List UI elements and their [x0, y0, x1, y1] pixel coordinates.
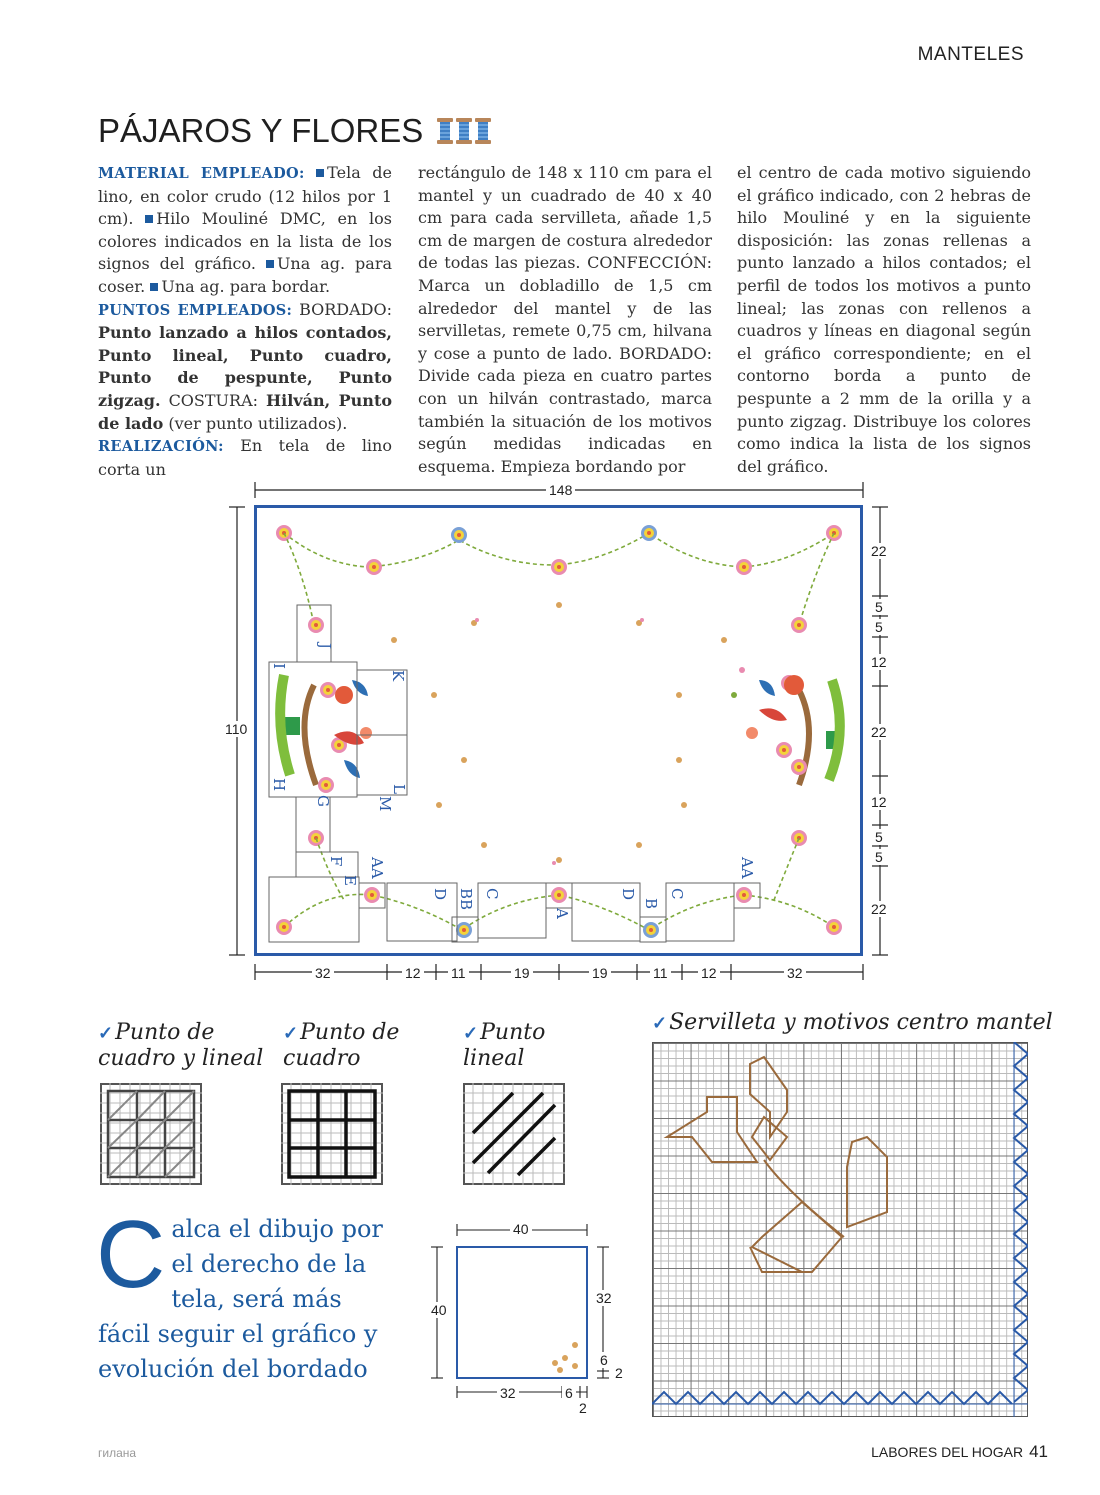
dim-right: 5: [872, 829, 886, 845]
napkin-chart-motif: [652, 1042, 1028, 1417]
napkin-dim-top: 40: [510, 1221, 532, 1237]
dim-bottom: 12: [698, 965, 720, 981]
tip-box: [96, 1201, 398, 1387]
stitch-caption-3: [463, 1020, 545, 1071]
page-footer: [871, 1442, 1048, 1462]
embroidery-motifs: [254, 505, 863, 956]
puntos-list: Punto lanzado a hilos contados, Punto lineal, Punto cuadro, Punto de pespunte, Punto zigzag.: [98, 323, 392, 410]
caption-line: Servilleta y motivos centro mantel: [669, 1010, 1053, 1035]
pattern-letter: M: [376, 796, 394, 812]
pattern-letter: D: [431, 888, 449, 901]
stitch-caption-1: [98, 1020, 263, 1071]
napkin-dim-bottom: 2: [576, 1400, 590, 1416]
caption-line: Punto de: [300, 1020, 400, 1045]
dim-bottom: 11: [650, 965, 671, 981]
pattern-letter: F: [327, 856, 345, 867]
caption-line: cuadro: [283, 1046, 361, 1071]
dim-right: 22: [868, 724, 890, 740]
puntos-label: PUNTOS EMPLEADOS:: [98, 301, 293, 319]
material-item: Hilo Mouliné DMC, en los colores indicados en la lista de los signos del gráfico.: [98, 209, 392, 274]
material-item: Tela de lino, en color crudo (12 hilos por 1 cm).: [98, 163, 392, 229]
caption-line: cuadro y lineal: [98, 1046, 264, 1071]
dim-height: 110: [222, 721, 250, 737]
napkin-chart-caption: [652, 1010, 1053, 1036]
caption-line: lineal: [463, 1046, 525, 1071]
pattern-letter: I: [270, 663, 288, 669]
stitch-diagram-cuadro-lineal: [100, 1083, 202, 1185]
caption-line: Punto de: [115, 1020, 215, 1045]
tip-text: alca el dibujo por el derecho de la tela, será más fácil seguir el gráfico y evolución del bordado: [98, 1215, 383, 1383]
stitch-caption-2: [283, 1020, 399, 1071]
realizacion-label: REALIZACIÓN:: [98, 438, 224, 456]
text-column-2: rectángulo de 148 x 110 cm para el mantel y un cuadrado de 40 x 40 cm para cada servilleta, añade 1,5 cm de margen de costura alrededor de todas las piezas. CONFECCIÓN: Marca un dobladillo de 1,5 cm alrededor del mantel y de las servilletas, remete 0,75 cm, hilvana y cose a punto de lado. BORDADO: Divide cada pieza en cuatro partes con un hilván contrastado, marca también la situación de los motivos según medidas indicadas en esquema. Empieza bordando por: [418, 163, 712, 476]
dim-right: 12: [868, 654, 890, 670]
pattern-letter: BB: [457, 888, 475, 911]
napkin-dim-right: 32: [593, 1290, 615, 1306]
napkin-dimension-lines: [425, 1220, 645, 1420]
realizacion-text: En tela de lino corta un: [98, 436, 392, 479]
section-header: MANTELES: [917, 44, 1024, 65]
pattern-letter: AA: [368, 857, 386, 879]
material-item: Una ag. para coser.: [98, 254, 393, 296]
text-column-3: el centro de cada motivo siguiendo el gráfico indicado, con 2 hebras de hilo Mouliné y en la siguiente disposición: las zonas rellenas a punto lanzado a hilos contados; el perfil de todos los motivos a punto lineal; las zonas con rellenos a cuadros y líneas en diagonal según el gráfico correspondiente; en el contorno borda a punto de pespunte a 2 mm de la orilla y a punto zigzag. Distribuye los colores como indica la lista de los signos del gráfico.: [737, 163, 1031, 476]
dropcap: C: [96, 1201, 166, 1308]
page-number: 41: [1029, 1442, 1048, 1461]
watermark: гилана: [98, 1446, 137, 1460]
pattern-letter: G: [314, 795, 332, 807]
puntos-end: (ver punto utilizados).: [168, 413, 348, 433]
pattern-letter: A: [553, 908, 571, 919]
dim-right: 5: [872, 849, 886, 865]
check-icon: ✓: [283, 1023, 299, 1044]
check-icon: ✓: [652, 1013, 668, 1034]
pattern-letter: C: [483, 888, 501, 900]
napkin-dim-bottom: 32: [497, 1385, 519, 1401]
pattern-letter: J: [316, 643, 334, 650]
pattern-letter: H: [270, 778, 288, 792]
dim-bottom: 19: [511, 965, 533, 981]
pattern-letter: C: [668, 888, 686, 900]
check-icon: ✓: [463, 1023, 479, 1044]
napkin-dim-bottom: 6: [562, 1385, 576, 1401]
napkin-dim-left: 40: [428, 1302, 450, 1318]
material-label: MATERIAL EMPLEADO:: [98, 165, 305, 182]
pattern-letter: B: [642, 898, 660, 910]
napkin-dim-right: 2: [612, 1365, 626, 1381]
dim-bottom: 32: [784, 965, 806, 981]
dim-bottom: 11: [448, 965, 469, 981]
material-item: Una ag. para bordar.: [161, 276, 331, 296]
dim-width: 148: [546, 482, 575, 498]
dim-right: 22: [868, 901, 890, 917]
title-text: PÁJAROS Y FLORES: [98, 112, 424, 149]
pattern-letter: D: [619, 888, 637, 901]
pattern-letter: L: [390, 784, 408, 794]
pattern-letter: AA: [738, 857, 756, 879]
pattern-letter: E: [341, 875, 359, 886]
stitch-diagram-lineal: [463, 1083, 565, 1185]
magazine-name: LABORES DEL HOGAR: [871, 1444, 1024, 1460]
dim-bottom: 12: [402, 965, 424, 981]
dim-right: 22: [868, 543, 890, 559]
pattern-letter: K: [389, 670, 407, 682]
check-icon: ✓: [98, 1023, 114, 1044]
caption-line: Punto: [480, 1020, 546, 1045]
dim-bottom: 32: [312, 965, 334, 981]
dim-bottom: 19: [589, 965, 611, 981]
costura-label: COSTURA:: [168, 390, 259, 410]
stitch-diagram-cuadro: [281, 1083, 383, 1185]
costura-list: Hilván, Punto de lado: [98, 390, 393, 433]
napkin-dim-right: 6: [597, 1352, 611, 1368]
dim-right: 5: [872, 619, 886, 635]
dim-right: 5: [872, 599, 886, 615]
bordado-label: BORDADO:: [299, 299, 392, 319]
dim-right: 12: [868, 794, 890, 810]
